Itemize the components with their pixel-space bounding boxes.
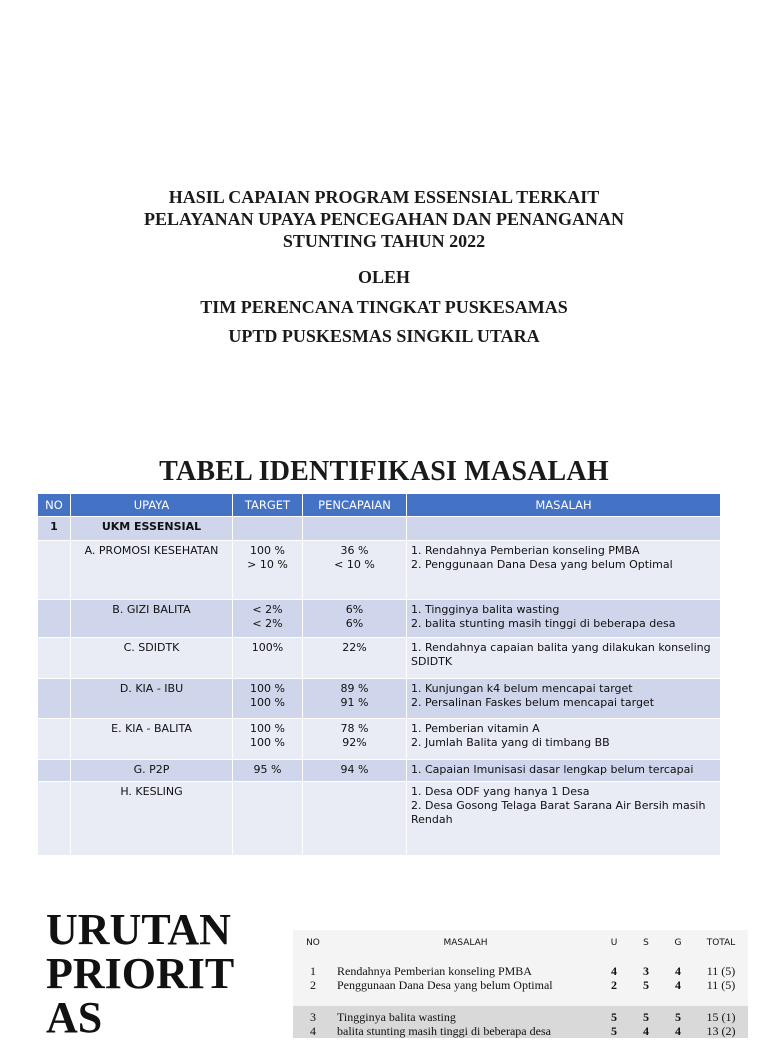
priority-row	[293, 1006, 748, 1024]
cell-no	[38, 541, 71, 600]
cell-target: 95 %	[233, 760, 303, 782]
cell-upaya: C. SDIDTK	[71, 638, 233, 679]
cell-masalah	[407, 517, 721, 541]
org-name: UPTD PUSKESMAS SINGKIL UTARA	[228, 326, 540, 346]
cell-masalah: 1. Desa ODF yang hanya 1 Desa 2. Desa Gosong Telaga Barat Sarana Air Bersih masih Rendah	[407, 782, 721, 856]
cell-upaya: E. KIA - BALITA	[71, 719, 233, 760]
by-label: OLEH	[357, 267, 410, 287]
cell-no	[38, 679, 71, 719]
prio-cell-total: 15 (1)	[694, 1006, 748, 1024]
prio-col-no: NO	[293, 930, 333, 956]
prio-cell-no: 4	[293, 1024, 333, 1038]
prio-cell-no: 3	[293, 1006, 333, 1024]
prio-cell-u: 5	[598, 1006, 630, 1024]
cell-target	[233, 517, 303, 541]
prio-cell-no: 2	[293, 978, 333, 992]
col-header-target: TARGET	[233, 494, 303, 517]
cell-masalah: 1. Pemberian vitamin A 2. Jumlah Balita yang di timbang BB	[407, 719, 721, 760]
title-line-3: STUNTING TAHUN 2022	[282, 231, 486, 251]
prio-cell-u: 5	[598, 1024, 630, 1038]
cell-masalah: 1. Tingginya balita wasting 2. balita stunting masih tinggi di beberapa desa	[407, 600, 721, 638]
prio-cell-total: 13 (2)	[694, 1024, 748, 1038]
prio-cell-u: 4	[598, 964, 630, 978]
title-block	[0, 186, 768, 347]
col-header-pencapaian: PENCAPAIAN	[303, 494, 407, 517]
prio-cell-s: 4	[630, 1024, 662, 1038]
table-header-row	[38, 494, 721, 517]
cell-masalah: 1. Rendahnya capaian balita yang dilakukan konseling SDIDTK	[407, 638, 721, 679]
cell-pencapaian: 89 % 91 %	[303, 679, 407, 719]
cell-pencapaian	[303, 517, 407, 541]
cell-target: 100 % > 10 %	[233, 541, 303, 600]
col-header-upaya: UPAYA	[71, 494, 233, 517]
prio-cell-g: 4	[662, 1024, 694, 1038]
cell-pencapaian	[303, 782, 407, 856]
cell-pencapaian: 94 %	[303, 760, 407, 782]
col-header-no: NO	[38, 494, 71, 517]
table-row	[38, 600, 721, 638]
col-header-masalah: MASALAH	[407, 494, 721, 517]
cell-target	[233, 782, 303, 856]
cell-upaya: G. P2P	[71, 760, 233, 782]
cell-no: 1	[38, 517, 71, 541]
prio-col-masalah: MASALAH	[333, 930, 598, 956]
cell-target: 100%	[233, 638, 303, 679]
team-name: TIM PERENCANA TINGKAT PUSKESAMAS	[200, 297, 568, 317]
cell-target: 100 % 100 %	[233, 679, 303, 719]
priority-header-row	[293, 930, 748, 956]
prio-cell-s: 5	[630, 978, 662, 992]
prio-cell-g: 4	[662, 964, 694, 978]
title-line-2: PELAYANAN UPAYA PENCEGAHAN DAN PENANGANAN	[143, 209, 625, 229]
cell-upaya: D. KIA - IBU	[71, 679, 233, 719]
prio-cell-masalah: Tingginya balita wasting	[333, 1006, 598, 1024]
table-row	[38, 760, 721, 782]
prio-col-u: U	[598, 930, 630, 956]
prio-col-total: TOTAL	[694, 930, 748, 956]
priority-row	[293, 1024, 748, 1038]
cell-no	[38, 600, 71, 638]
prio-cell-masalah: balita stunting masih tinggi di beberapa desa	[333, 1024, 598, 1038]
table-row	[38, 638, 721, 679]
prio-cell-masalah: Rendahnya Pemberian konseling PMBA	[333, 964, 598, 978]
cell-masalah: 1. Capaian Imunisasi dasar lengkap belum tercapai	[407, 760, 721, 782]
cell-pencapaian: 22%	[303, 638, 407, 679]
cell-masalah: 1. Rendahnya Pemberian konseling PMBA 2. Penggunaan Dana Desa yang belum Optimal	[407, 541, 721, 600]
priority-title: URUTAN PRIORIT AS	[46, 905, 234, 1042]
prio-col-g: G	[662, 930, 694, 956]
priority-row	[293, 978, 748, 992]
cell-no	[38, 782, 71, 856]
prio-cell-g: 4	[662, 978, 694, 992]
cell-pencapaian: 36 % < 10 %	[303, 541, 407, 600]
cell-no	[38, 760, 71, 782]
prio-cell-total: 11 (5)	[694, 978, 748, 992]
cell-masalah: 1. Kunjungan k4 belum mencapai target 2. Persalinan Faskes belum mencapai target	[407, 679, 721, 719]
cell-no	[38, 719, 71, 760]
problem-identification-table	[37, 493, 721, 856]
prio-cell-total: 11 (5)	[694, 964, 748, 978]
cell-upaya: B. GIZI BALITA	[71, 600, 233, 638]
prio-col-s: S	[630, 930, 662, 956]
cell-pencapaian: 78 % 92%	[303, 719, 407, 760]
table-row	[38, 517, 721, 541]
prio-cell-g: 5	[662, 1006, 694, 1024]
prio-cell-s: 5	[630, 1006, 662, 1024]
prio-cell-no: 1	[293, 964, 333, 978]
priority-row	[293, 964, 748, 978]
cell-upaya: UKM ESSENSIAL	[71, 517, 233, 541]
table-title: TABEL IDENTIFIKASI MASALAH	[159, 456, 609, 487]
cell-pencapaian: 6% 6%	[303, 600, 407, 638]
cell-upaya: A. PROMOSI KESEHATAN	[71, 541, 233, 600]
cell-target: 100 % 100 %	[233, 719, 303, 760]
prio-cell-masalah: Penggunaan Dana Desa yang belum Optimal	[333, 978, 598, 992]
title-line-1: HASIL CAPAIAN PROGRAM ESSENSIAL TERKAIT	[168, 187, 600, 207]
table-row	[38, 782, 721, 856]
table-row	[38, 541, 721, 600]
table-row	[38, 719, 721, 760]
prio-cell-u: 2	[598, 978, 630, 992]
priority-table	[293, 930, 748, 1038]
table-row	[38, 679, 721, 719]
prio-cell-s: 3	[630, 964, 662, 978]
cell-upaya: H. KESLING	[71, 782, 233, 856]
cell-no	[38, 638, 71, 679]
cell-target: < 2% < 2%	[233, 600, 303, 638]
